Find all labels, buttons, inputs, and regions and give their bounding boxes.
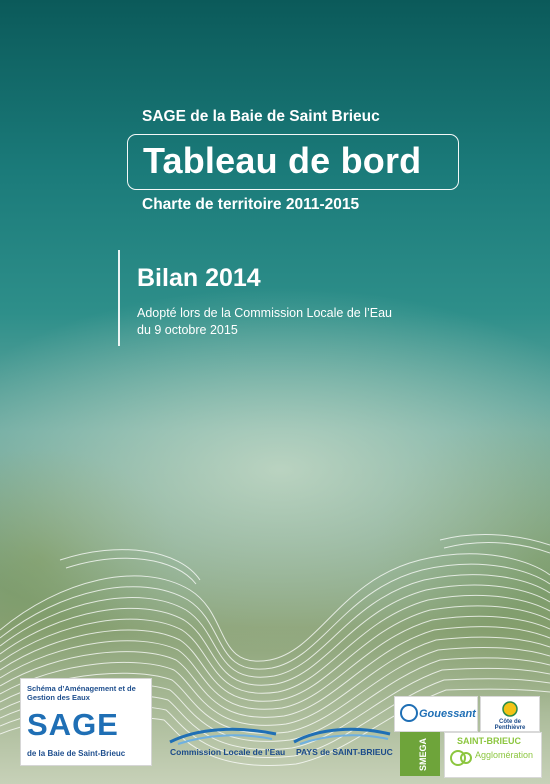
pays-logo: PAYS de SAINT-BRIEUC xyxy=(296,747,393,757)
sage-wordmark: SAGE xyxy=(27,707,119,742)
adoption-line-1: Adopté lors de la Commission Locale de l’Eau xyxy=(137,306,392,320)
cle-logo: Commission Locale de l’Eau xyxy=(170,747,286,757)
smega-logo xyxy=(400,732,440,776)
main-title: Tableau de bord xyxy=(143,140,422,181)
penthievre-logo xyxy=(480,696,540,732)
gouessant-drop-icon xyxy=(399,703,419,723)
penthievre-name: Côte de Penthièvre xyxy=(494,719,526,731)
gouessant-name: Gouessant xyxy=(419,708,476,720)
cle-swoosh-icon xyxy=(168,724,278,746)
pays-swoosh-icon xyxy=(292,724,392,746)
subtitle: Charte de territoire 2011-2015 xyxy=(142,196,360,213)
adoption-note xyxy=(137,305,437,339)
accent-line xyxy=(118,250,120,346)
penthievre-sun-icon xyxy=(499,699,521,717)
org-title: SAGE de la Baie de Saint Brieuc xyxy=(142,108,380,125)
sage-logo xyxy=(20,678,152,766)
agglo-line-2: Agglomération xyxy=(475,750,534,760)
agglo-swirl-icon xyxy=(449,747,475,769)
agglo-line-1: SAINT-BRIEUC xyxy=(457,736,522,746)
adoption-line-2: du 9 octobre 2015 xyxy=(137,323,238,337)
sage-subtitle: de la Baie de Saint-Brieuc xyxy=(27,749,126,758)
report-title: Bilan 2014 xyxy=(137,264,261,292)
smega-name: SMEGA xyxy=(418,738,428,772)
gouessant-logo xyxy=(394,696,478,732)
sage-tagline: Schéma d’Aménagement et de Gestion des Eaux xyxy=(27,684,136,702)
agglo-logo xyxy=(444,732,542,778)
